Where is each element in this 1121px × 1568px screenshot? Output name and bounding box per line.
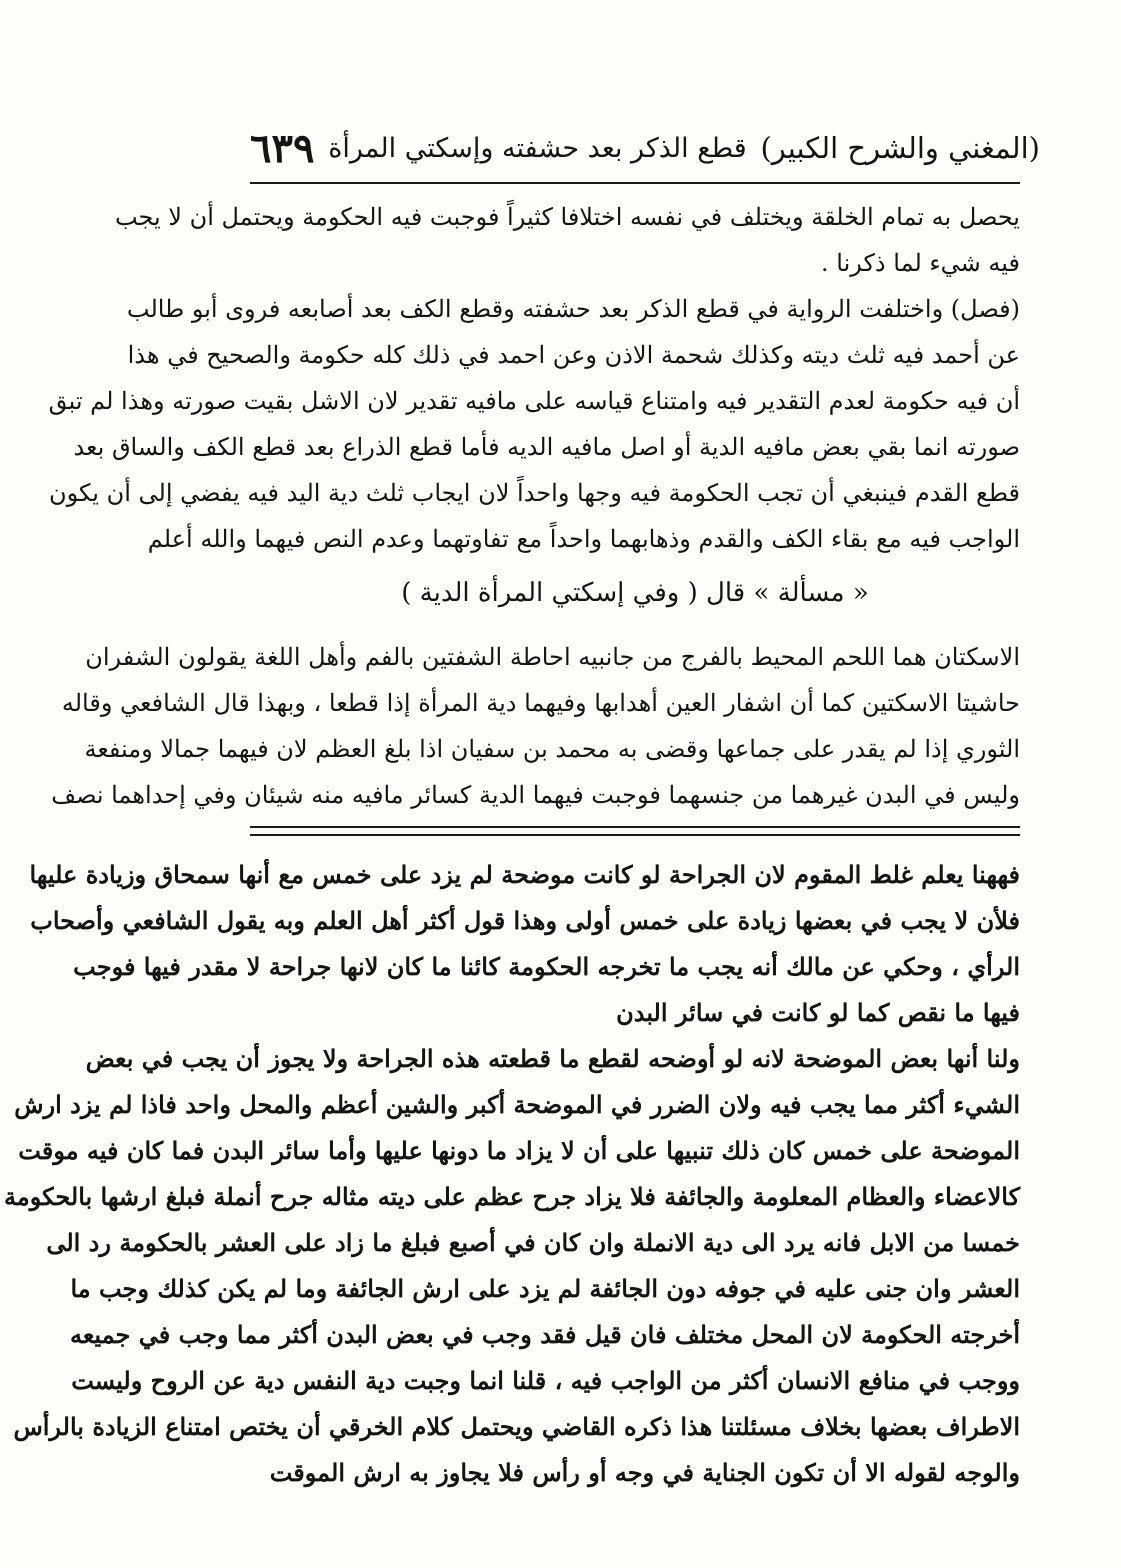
page-number: ٦٣٩ [250, 124, 315, 172]
text-line: ولنا أنها بعض الموضحة لانه لو أوضحه لقطع ما قطعته هذه الجراحة ولا يجوز أن يجب في بعض [85, 1044, 1020, 1073]
text-line: ووجب في منافع الانسان أكثر من الواجب فيه ، قلنا انما وجبت دية النفس دية عن الروح وليست [71, 1366, 1020, 1395]
text-line: فيه شيء لما ذكرنا . [821, 249, 1020, 277]
header-rule [250, 182, 1020, 184]
text-line: الشيء أكثر مما يجب فيه ولان الضرر في الموضحة أكبر والشين أعظم والمحل واحد فاذا لم يزد ارش [14, 1090, 1020, 1119]
text-line: فههنا يعلم غلط المقوم لان الجراحة لو كانت موضحة لم يزد على خمس مع أنها سمحاق وزيادة عليها [29, 860, 1020, 889]
book-title: (المغني والشرح الكبير) [760, 131, 1040, 165]
text-line: عن أحمد فيه ثلث ديته وكذلك شحمة الاذن وعن احمد في ذلك كله حكومة والصحيح في هذا [127, 341, 1020, 369]
running-title: قطع الذكر بعد حشفته وإسكتي المرأة [328, 132, 747, 164]
text-line: فيها ما نقص كما لو كانت في سائر البدن [616, 998, 1020, 1027]
divider-rule-top [250, 826, 1020, 828]
page-header [250, 118, 1040, 178]
text-line: الواجب فيه مع بقاء الكف والقدم وذهابهما واحداً مع تفاوتهما وعدم النص فيهما والله أعلم [147, 525, 1020, 553]
text-line: الاسكتان هما اللحم المحيط بالفرج من جانبيه احاطة الشفتين بالفم وأهل اللغة يقولون الشفران [85, 643, 1020, 671]
text-line: (فصل) واختلفت الرواية في قطع الذكر بعد حشفته وقطع الكف بعد أصابعه فروى أبو طالب [126, 295, 1020, 323]
text-line: الاطراف بعضها بخلاف مسئلتنا هذا ذكره القاضي ويحتمل كلام الخرقي أن يختص امتناع الزيادة بالرأس [13, 1412, 1020, 1441]
text-line: الرأي ، وحكي عن مالك أنه يجب ما تخرجه الحكومة كائنا ما كان لانها جراحة لا مقدر فيها فوجب [73, 952, 1020, 981]
text-line: أن فيه حكومة لعدم التقدير فيه وامتناع قياسه على مافيه تقدير لان الاشل بقيت صورته وهذا لم تبق [48, 387, 1020, 415]
text-line: والوجه لقوله الا أن تكون الجناية في وجه أو رأس فلا يجاوز به ارش الموقت [269, 1458, 1020, 1487]
text-line: خمسا من الابل فانه يرد الى دية الانملة وان كان في أصبع فبلغ ما زاد على العشر بالحكومة رد الى [46, 1228, 1020, 1257]
text-line: فلأن لا يجب في بعضها زيادة على خمس أولى وهذا قول أكثر أهل العلم وبه يقول الشافعي وأصحاب [30, 906, 1020, 935]
text-line: كالاعضاء والعظام المعلومة والجائفة فلا يزاد جرح عظم على ديته مثاله جرح أنملة فبلغ ارشها بالحكومة [4, 1182, 1020, 1211]
text-line: حاشيتا الاسكتين كما أن اشفار العين أهدابها وفيهما دية المرأة إذا قطعا ، وبهذا قال الشافعي وقاله [61, 689, 1020, 717]
divider-rule-bottom [250, 834, 1020, 836]
text-line: الثوري إذا لم يقدر على جماعها وقضى به محمد بن سفيان اذا بلغ العظم لان فيهما جمالا ومنفعة [84, 735, 1020, 763]
text-line: أخرجته الحكومة لان المحل مختلف فان قيل فقد وجب في بعض البدن أكثر مما وجب في جميعه [69, 1320, 1020, 1349]
text-line: صورته انما بقي بعض مافيه الدية أو اصل مافيه الديه فأما قطع الذراع بعد قطع الكف والساق بعد [73, 433, 1020, 461]
text-line: الموضحة على خمس كان ذلك تنبيها على أن لا يزاد ما دونها عليها وأما سائر البدن فما كان فيه موقت [18, 1136, 1020, 1165]
text-line: وليس في البدن غيرهما من جنسهما فوجبت فيهما الدية كسائر مافيه منه شيئان وفي إحداهما نصف [51, 781, 1020, 809]
section-heading: « مسألة » قال ( وفي إسكتي المرأة الدية ) [401, 578, 869, 608]
text-line: قطع القدم فينبغي أن تجب الحكومة فيه وجها واحداً لان ايجاب ثلث دية اليد فيه يفضي إلى أن يكون [49, 479, 1020, 507]
text-line: يحصل به تمام الخلقة ويختلف في نفسه اختلافا كثيراً فوجبت فيه الحكومة ويحتمل أن لا يجب [114, 203, 1020, 231]
text-line: العشر وان جنى عليه في جوفه دون الجائفة لم يزد على ارش الجائفة وما لم يكن كذلك وجب ما [70, 1274, 1020, 1303]
